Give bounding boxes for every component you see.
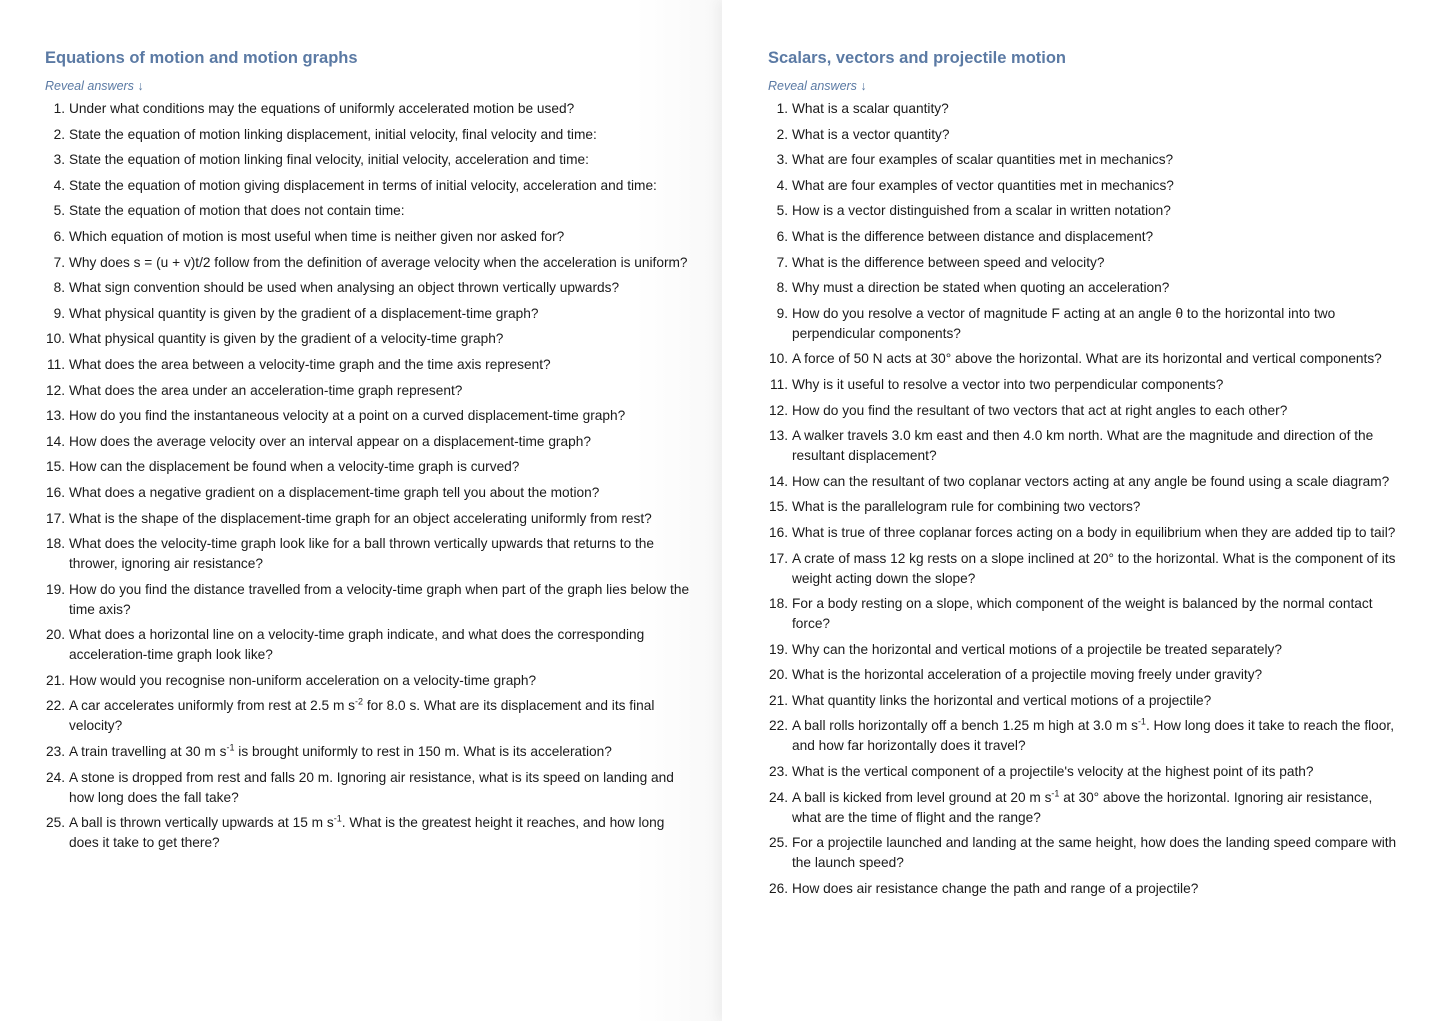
- question-item: [45, 509, 692, 529]
- question-number: 15.: [45, 459, 65, 475]
- question-text: What are four examples of scalar quantities met in mechanics?: [792, 152, 1174, 168]
- question-item: [768, 665, 1405, 685]
- question-number: 24.: [45, 769, 65, 785]
- question-text: Which equation of motion is most useful when time is neither given nor asked for?: [69, 228, 565, 244]
- question-item: [45, 304, 692, 324]
- question-number: 24.: [768, 789, 788, 805]
- question-item: [768, 227, 1405, 247]
- question-number: 16.: [45, 484, 65, 500]
- question-text: A crate of mass 12 kg rests on a slope inclined at 20° to the horizontal. What is the component of its weight acting down the slope?: [792, 550, 1396, 586]
- question-text: How do you find the distance travelled from a velocity-time graph when part of the graph lies below the time axis?: [69, 581, 690, 617]
- question-item: [768, 201, 1405, 221]
- question-item: [768, 125, 1405, 145]
- question-item: [45, 253, 692, 273]
- question-item: [768, 691, 1405, 711]
- question-text: How does air resistance change the path and range of a projectile?: [792, 880, 1199, 896]
- question-number: 17.: [768, 550, 788, 566]
- question-item: [768, 762, 1405, 782]
- question-text: What is true of three coplanar forces acting on a body in equilibrium when they are added tip to tail?: [792, 524, 1396, 540]
- question-text: Why does s = (u + v)t/2 follow from the definition of average velocity when the acceleration is uniform?: [69, 254, 688, 270]
- question-number: 19.: [45, 581, 65, 597]
- question-item: [768, 833, 1405, 873]
- question-number: 16.: [768, 524, 788, 540]
- question-number: 11.: [46, 356, 65, 372]
- question-text: How is a vector distinguished from a scalar in written notation?: [792, 203, 1171, 219]
- question-text: What quantity links the horizontal and vertical motions of a projectile?: [792, 692, 1212, 708]
- question-item: [45, 696, 692, 736]
- question-text: State the equation of motion linking final velocity, initial velocity, acceleration and time:: [69, 152, 589, 168]
- question-text: What is the parallelogram rule for combining two vectors?: [792, 499, 1141, 515]
- question-number: 5.: [53, 203, 65, 219]
- question-text: Why can the horizontal and vertical motions of a projectile be treated separately?: [792, 641, 1282, 657]
- question-text: [792, 790, 1372, 825]
- question-text-part: A ball rolls horizontally off a bench 1.25 m high at 3.0 m s: [792, 718, 1138, 734]
- question-item: [45, 457, 692, 477]
- question-item: [768, 278, 1405, 298]
- question-list: [45, 99, 692, 853]
- question-item: [768, 253, 1405, 273]
- question-item: [45, 671, 692, 691]
- question-text: A force of 50 N acts at 30° above the horizontal. What are its horizontal and vertical components?: [792, 351, 1382, 367]
- question-text-part: A train travelling at 30 m s: [69, 744, 227, 760]
- question-text: What is the difference between distance and displacement?: [792, 228, 1154, 244]
- question-number: 26.: [768, 880, 788, 896]
- question-number: 2.: [53, 126, 65, 142]
- question-text: What physical quantity is given by the gradient of a displacement-time graph?: [69, 305, 539, 321]
- unit-exponent: -1: [333, 813, 342, 824]
- question-text: A stone is dropped from rest and falls 20 m. Ignoring air resistance, what is its speed on landing and how long does the fall take?: [69, 769, 674, 805]
- question-number: 25.: [768, 835, 788, 851]
- question-number: 13.: [768, 428, 788, 444]
- question-item: [45, 813, 692, 853]
- question-item: [768, 375, 1405, 395]
- question-item: [45, 406, 692, 426]
- question-text: How do you find the instantaneous velocity at a point on a curved displacement-time graph?: [69, 408, 626, 424]
- question-number: 11.: [769, 376, 788, 392]
- question-item: [768, 497, 1405, 517]
- question-number: 5.: [776, 203, 788, 219]
- section-scalars-vectors: [722, 0, 1445, 1021]
- question-item: [45, 768, 692, 808]
- question-item: [45, 483, 692, 503]
- question-item: [45, 201, 692, 221]
- question-text: A walker travels 3.0 km east and then 4.0 km north. What are the magnitude and direction of the resultant displacement?: [792, 428, 1374, 464]
- question-number: 17.: [45, 510, 65, 526]
- question-item: [45, 534, 692, 574]
- question-item: [768, 401, 1405, 421]
- section-motion-graphs: [0, 0, 722, 1021]
- question-number: 21.: [768, 692, 788, 708]
- unit-exponent: -2: [355, 696, 364, 707]
- question-text: Why is it useful to resolve a vector into two perpendicular components?: [792, 376, 1224, 392]
- unit-exponent: -1: [1137, 716, 1146, 727]
- question-item: [768, 549, 1405, 589]
- question-number: 23.: [768, 764, 788, 780]
- question-item: [768, 594, 1405, 634]
- question-number: 9.: [53, 305, 65, 321]
- question-item: [45, 625, 692, 665]
- question-text: What is the difference between speed and velocity?: [792, 254, 1105, 270]
- question-item: [45, 742, 692, 762]
- unit-exponent: -1: [1051, 788, 1060, 799]
- question-item: [45, 125, 692, 145]
- question-item: [768, 150, 1405, 170]
- question-text: What is the vertical component of a projectile's velocity at the highest point of its path?: [792, 764, 1314, 780]
- question-text: [69, 698, 654, 733]
- question-text: What does the area between a velocity-time graph and the time axis represent?: [69, 356, 551, 372]
- question-text: For a projectile launched and landing at the same height, how does the landing speed compare with the launch speed?: [792, 835, 1397, 871]
- question-item: [45, 176, 692, 196]
- question-item: [768, 640, 1405, 660]
- question-text-part: A ball is thrown vertically upwards at 15 m s: [69, 815, 334, 831]
- question-number: 12.: [45, 382, 65, 398]
- question-text: Why must a direction be stated when quoting an acceleration?: [792, 280, 1170, 296]
- question-number: 14.: [45, 433, 65, 449]
- question-text-part: A car accelerates uniformly from rest at 2.5 m s: [69, 698, 356, 714]
- question-number: 13.: [45, 408, 65, 424]
- question-text: [69, 815, 664, 850]
- question-number: 18.: [768, 596, 788, 612]
- question-list: [768, 99, 1405, 899]
- question-text: What does the area under an acceleration-time graph represent?: [69, 382, 463, 398]
- question-item: [768, 523, 1405, 543]
- question-number: 22.: [768, 718, 788, 734]
- question-number: 4.: [53, 177, 65, 193]
- question-number: 6.: [776, 228, 788, 244]
- question-text: [69, 744, 612, 759]
- question-number: 9.: [776, 305, 788, 321]
- question-text: What sign convention should be used when analysing an object thrown vertically upwards?: [69, 280, 620, 296]
- section-title: Scalars, vectors and projectile motion: [768, 49, 1067, 67]
- question-text-part: . What is the greatest height it reaches, and how long does it take to get there?: [69, 815, 665, 851]
- question-number: 20.: [45, 627, 65, 643]
- question-text: What does a horizontal line on a velocity-time graph indicate, and what does the corresponding acceleration-time graph look like?: [69, 627, 645, 663]
- question-number: 10.: [45, 331, 65, 347]
- question-text: How do you resolve a vector of magnitude F acting at an angle θ to the horizontal into two perpendicular components?: [792, 305, 1336, 341]
- question-number: 7.: [53, 254, 65, 270]
- question-item: [768, 99, 1405, 119]
- question-number: 1.: [776, 101, 788, 116]
- question-number: 8.: [53, 280, 65, 296]
- question-text: How can the resultant of two coplanar vectors acting at any angle be found using a scale diagram?: [792, 473, 1390, 489]
- question-item: [768, 304, 1405, 344]
- question-text: [792, 718, 1394, 753]
- question-item: [768, 426, 1405, 466]
- question-number: 23.: [45, 744, 65, 760]
- section-title: Equations of motion and motion graphs: [45, 49, 358, 67]
- question-number: 7.: [776, 254, 788, 270]
- question-number: 1.: [53, 101, 65, 116]
- question-number: 20.: [768, 667, 788, 683]
- question-text: What are four examples of vector quantities met in mechanics?: [792, 177, 1174, 193]
- question-item: [768, 788, 1405, 828]
- question-text: State the equation of motion linking displacement, initial velocity, final velocity and time:: [69, 126, 597, 142]
- question-text: What is the shape of the displacement-time graph for an object accelerating uniformly from rest?: [69, 510, 652, 526]
- question-text: How can the displacement be found when a velocity-time graph is curved?: [69, 459, 520, 475]
- question-item: [45, 227, 692, 247]
- question-item: [45, 278, 692, 298]
- question-item: [45, 381, 692, 401]
- question-item: [768, 472, 1405, 492]
- question-text: Under what conditions may the equations of uniformly accelerated motion be used?: [69, 101, 575, 116]
- question-number: 22.: [45, 698, 65, 714]
- question-number: 8.: [776, 280, 788, 296]
- question-text: What is a vector quantity?: [792, 126, 950, 142]
- question-number: 25.: [45, 815, 65, 831]
- question-item: [45, 150, 692, 170]
- question-item: [768, 716, 1405, 756]
- question-number: 4.: [776, 177, 788, 193]
- question-item: [45, 432, 692, 452]
- question-item: [45, 329, 692, 349]
- question-number: 12.: [768, 402, 788, 418]
- question-text: What is the horizontal acceleration of a projectile moving freely under gravity?: [792, 667, 1263, 683]
- question-number: 19.: [768, 641, 788, 657]
- question-item: [768, 349, 1405, 369]
- question-text-part: at 30° above the horizontal. Ignoring air resistance, what are the time of flight and the range?: [792, 789, 1373, 825]
- question-text: State the equation of motion that does not contain time:: [69, 203, 405, 219]
- question-text: How would you recognise non-uniform acceleration on a velocity-time graph?: [69, 672, 537, 688]
- question-text: State the equation of motion giving displacement in terms of initial velocity, acceleration and time:: [69, 177, 657, 193]
- question-number: 3.: [776, 152, 788, 168]
- question-number: 2.: [776, 126, 788, 142]
- question-text: How do you find the resultant of two vectors that act at right angles to each other?: [792, 402, 1288, 418]
- question-text: For a body resting on a slope, which component of the weight is balanced by the normal contact force?: [792, 596, 1373, 632]
- question-number: 6.: [53, 228, 65, 244]
- reveal-answers-link[interactable]: Reveal answers ↓: [768, 79, 867, 93]
- question-number: 21.: [45, 672, 65, 688]
- question-text-part: A ball is kicked from level ground at 20 m s: [792, 789, 1052, 805]
- question-text-part: is brought uniformly to rest in 150 m. What is its acceleration?: [234, 744, 612, 760]
- question-item: [768, 176, 1405, 196]
- question-text-part: for 8.0 s. What are its displacement and its final velocity?: [69, 698, 655, 734]
- question-text: What is a scalar quantity?: [792, 101, 949, 116]
- question-number: 18.: [45, 536, 65, 552]
- question-number: 3.: [53, 152, 65, 168]
- question-item: [45, 355, 692, 375]
- reveal-answers-link[interactable]: Reveal answers ↓: [45, 79, 144, 93]
- question-text: What does a negative gradient on a displacement-time graph tell you about the motion?: [69, 484, 600, 500]
- question-number: 10.: [768, 351, 788, 367]
- question-number: 15.: [768, 499, 788, 515]
- question-item: [45, 580, 692, 620]
- question-text-part: . How long does it take to reach the floor, and how far horizontally does it travel?: [792, 718, 1394, 754]
- question-text: What does the velocity-time graph look like for a ball thrown vertically upwards that returns to the thrower, ignoring air resistance?: [69, 536, 655, 572]
- question-number: 14.: [768, 473, 788, 489]
- question-item: [768, 879, 1405, 899]
- question-item: [45, 99, 692, 119]
- question-text: How does the average velocity over an interval appear on a displacement-time graph?: [69, 433, 591, 449]
- unit-exponent: -1: [226, 742, 235, 753]
- question-text: What physical quantity is given by the gradient of a velocity-time graph?: [69, 331, 504, 347]
